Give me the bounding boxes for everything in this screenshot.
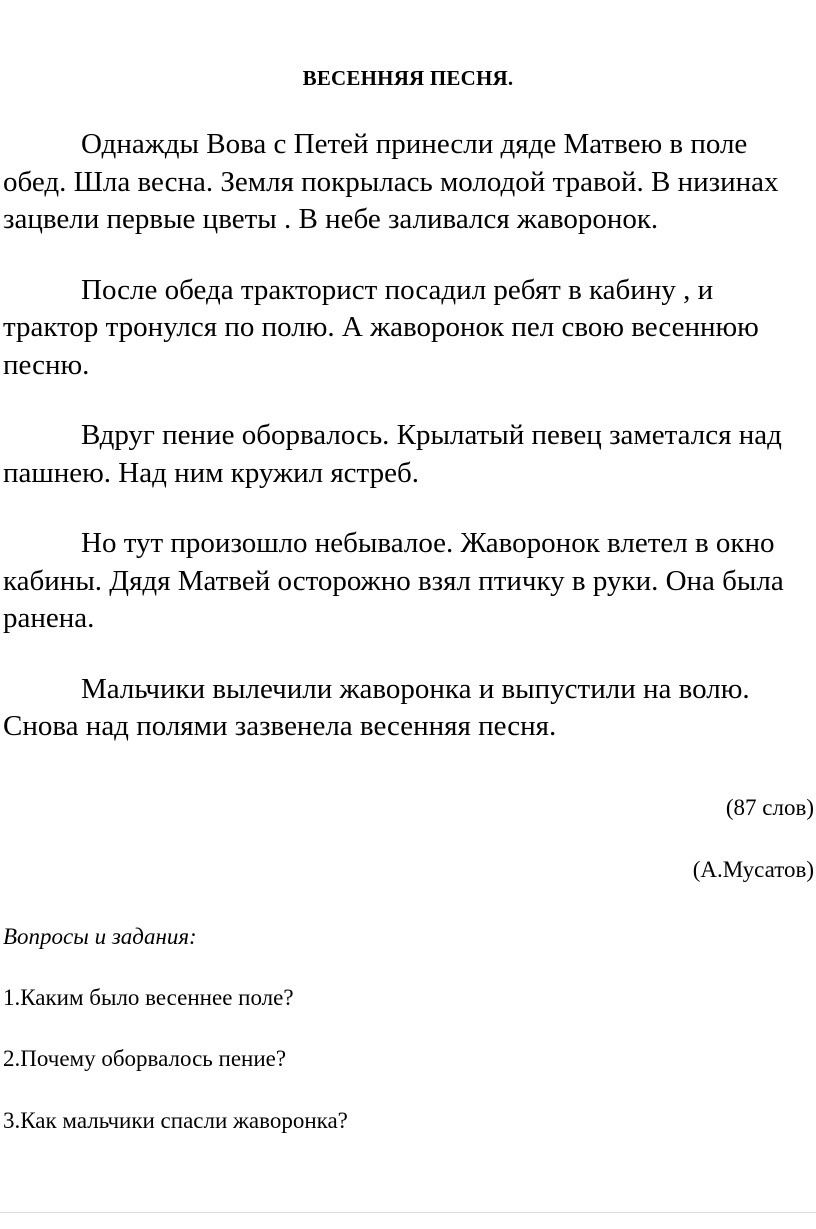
story-text (3, 126, 815, 746)
page-bottom-divider (0, 1212, 816, 1213)
question-3: 3.Как мальчики спасли жаворонка? (3, 1108, 348, 1133)
paragraph-4: Но тут произошло небывалое. Жаворонок влетел в окно кабины. Дядя Матвей осторожно взял птичку в руки. Она была ранена. (3, 527, 784, 634)
paragraph-2: После обеда тракторист посадил ребят в кабину , и трактор тронулся по полю. А жаворонок пел свою весеннюю песню. (3, 273, 759, 381)
question-2: 2.Почему оборвалось пение? (3, 1046, 287, 1071)
question-1: 1.Каким было весеннее поле? (3, 985, 294, 1010)
paragraph-1: Однажды Вова с Петей принесли дяде Матвею в поле обед. Шла весна. Земля покрылась молодой травой. В низинах зацвели первые цветы . В небе заливался жаворонок. (3, 128, 779, 235)
author-credit: (А.Мусатов) (692, 857, 814, 882)
document-title: ВЕСЕННЯЯ ПЕСНЯ. (302, 66, 514, 90)
paragraph-5: Мальчики вылечили жаворонка и выпустили на волю. Снова над полями зазвенела весенняя песня. (3, 672, 750, 742)
questions-heading: Вопросы и задания: (3, 924, 197, 949)
word-count: (87 слов) (725, 795, 814, 820)
paragraph-3: Вдруг пение оборвалось. Крылатый певец заметался над пашнею. Над ним кружил ястреб. (3, 419, 782, 489)
